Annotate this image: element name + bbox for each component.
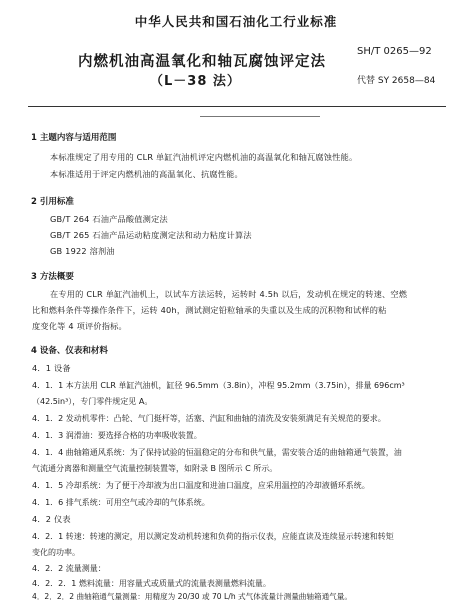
clause-4-1-2: 4．1．2 发动机零件：凸轮、气门挺杆等，活塞、汽缸和曲轴的清洗及安装须满足有关规范的要求。 xyxy=(32,414,386,423)
clause-4-1-4-cont: 气流通分离器和测量空气流量控制装置等，如附录 B 图所示 C 所示。 xyxy=(32,464,278,473)
reference-item: GB 1922 溶剂油 xyxy=(50,246,115,256)
reference-item: GB/T 265 石油产品运动粘度测定法和动力粘度计算法 xyxy=(50,230,252,240)
clause-4-2-1-cont: 变化的功率。 xyxy=(32,548,80,557)
clause-4-1-1: 4．1．1 本方法用 CLR 单缸汽油机，缸径 96.5mm（3.8in），冲程 95.2mm（3.75in），排量 696cm³ xyxy=(32,381,405,390)
clause-4-1-4: 4．1．4 曲轴箱通风系统：为了保持试验的恒温稳定的分布和供气量，需安装合适的曲轴箱通气装置，油 xyxy=(32,448,402,457)
clause-4-2-2-2: 4．2．2．2 曲轴箱通气量测量：用精度为 20/30 或 70 L/h 式气体流量计测量曲轴箱通气量。 xyxy=(32,592,352,601)
section-1-para-2: 本标准适用于评定内燃机油的高温氧化、抗腐性能。 xyxy=(50,169,243,179)
section-3-line: 度变化等 4 项评价指标。 xyxy=(32,321,127,331)
header-divider xyxy=(28,106,446,107)
clause-4-2-1: 4．2．1 转速：转速的测定，用以测定发动机转速和负荷的指示仪表，应能直读及连续显示转速和转矩 xyxy=(32,532,394,541)
document-title: 内燃机油高温氧化和轴瓦腐蚀评定法 xyxy=(78,54,326,70)
section-3-line: 比和燃料条件等操作条件下，运转 40h，测试测定铅粒轴承的失重以及生成的沉积物和试样的粘 xyxy=(32,305,387,315)
organization-header: 中华人民共和国石油化工行业标准 xyxy=(134,14,338,29)
section-2-heading: 2 引用标准 xyxy=(31,197,74,207)
reference-item: GB/T 264 石油产品酸值测定法 xyxy=(50,214,168,224)
section-4-heading: 4 设备、仪表和材料 xyxy=(31,346,108,356)
clause-4-2-2: 4．2．2 流量测量： xyxy=(32,564,106,573)
clause-4-1-5: 4．1．5 冷却系统：为了便于冷却液为出口温度和进油口温度，应采用温控的冷却液循环系统。 xyxy=(32,481,370,490)
subsection-4-1: 4．1 设备 xyxy=(32,363,71,373)
subsection-4-2: 4．2 仪表 xyxy=(32,514,71,524)
clause-4-1-6: 4．1．6 排气系统：可用空气或冷却的气体系统。 xyxy=(32,498,210,507)
document-subtitle: （L－38 法） xyxy=(150,74,241,89)
clause-4-1-3: 4．1．3 润滑油：要选择合格的功率吸收装置。 xyxy=(32,431,202,440)
section-3-line: 在专用的 CLR 单缸汽油机上，以试车方法运转，运转时 4.5h 以后，发动机在规定的转速、空燃 xyxy=(50,289,408,299)
replaces-standard: 代替 SY 2658—84 xyxy=(357,76,436,86)
clause-4-2-2-1: 4．2．2．1 燃料流量：用容量式或质量式的流量表测量燃料流量。 xyxy=(32,579,271,588)
clause-4-1-1-cont: （42.5in³），专门零件规定见 A。 xyxy=(32,397,153,406)
section-1-para-1: 本标准规定了用专用的 CLR 单缸汽油机评定内燃机油的高温氧化和轴瓦腐蚀性能。 xyxy=(50,152,358,162)
center-divider xyxy=(200,116,320,117)
section-3-heading: 3 方法概要 xyxy=(31,272,74,282)
standard-number: SH/T 0265—92 xyxy=(357,46,432,57)
section-1-heading: 1 主题内容与适用范围 xyxy=(31,133,117,143)
